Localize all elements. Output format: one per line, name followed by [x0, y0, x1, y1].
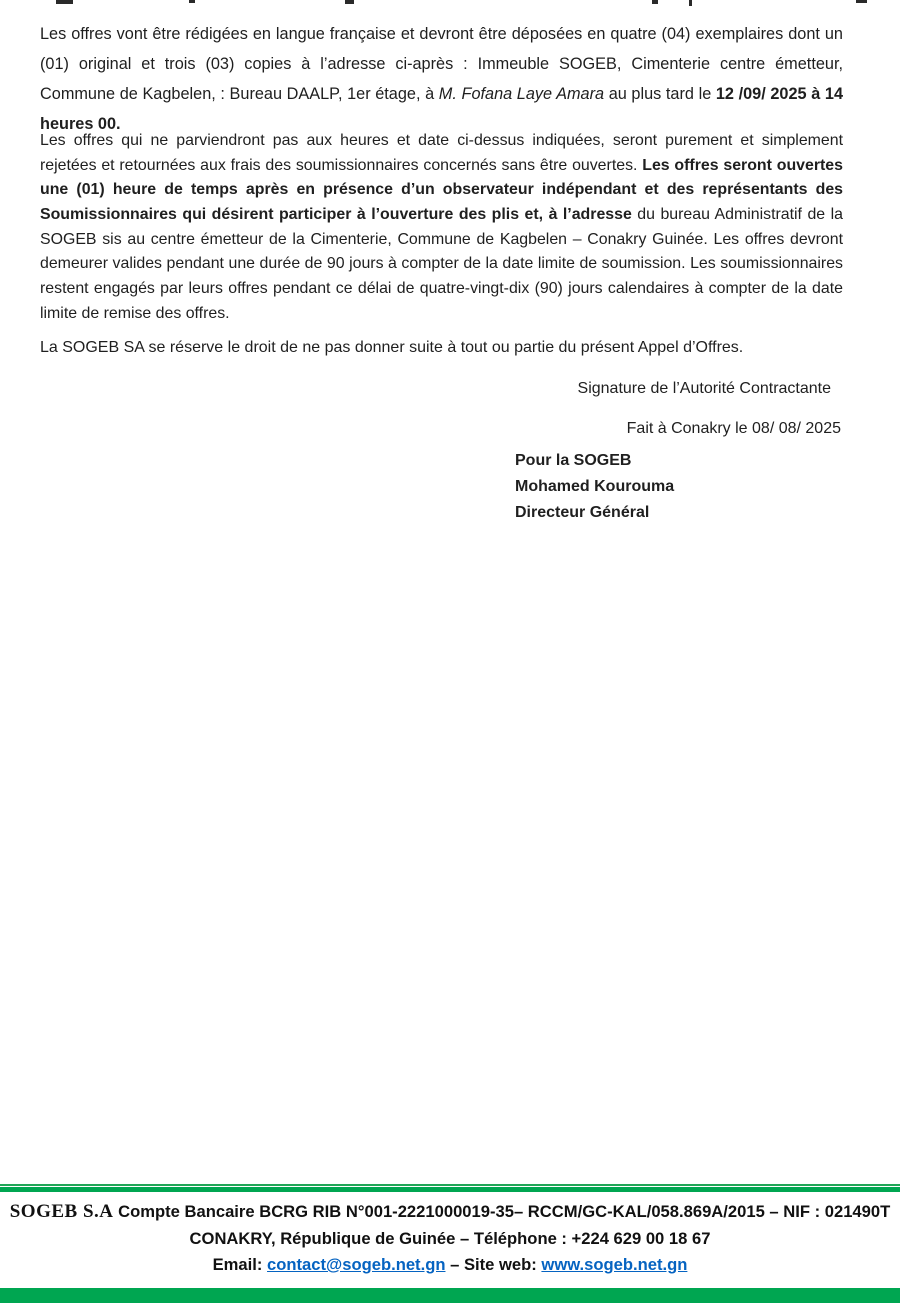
signatory-company: Pour la SOGEB — [515, 452, 632, 469]
paragraph-opening-conditions — [40, 129, 843, 327]
website-link[interactable]: www.sogeb.net.gn — [541, 1255, 688, 1274]
para1-text-2: au plus tard le — [604, 85, 716, 104]
site-web-label: – Site web: — [450, 1255, 537, 1274]
clipped-text-fragment — [652, 0, 658, 4]
page-footer — [0, 1199, 900, 1279]
footer-line-address-phone: CONAKRY, République de Guinée – Téléphone : +224 629 00 18 67 — [189, 1228, 711, 1248]
para2-bold-opening-rule: Les offres seront ouvertes une (01) heure de temps après en présence d’un observateur indépendant et des représentants des Soumissionnaires qui désirent participer à l’ouverture des plis et, à l’adresse — [40, 156, 843, 223]
clipped-text-fragment — [689, 0, 692, 6]
signatory-block — [515, 448, 843, 526]
signature-date: Fait à Conakry le 08/ 08/ 2025 — [626, 420, 841, 437]
para1-deadline: 12 /09/ 2025 à 14 heures 00. — [40, 85, 843, 134]
para2-text: Les offres qui ne parviendront pas aux heures et date ci-dessus indiquées, seront purement et simplement rejetées et retournées aux frais des soumissionnaires concernés sans être ouvertes. — [40, 131, 843, 174]
company-name: SOGEB S.A — [9, 1201, 114, 1222]
email-label: Email: — [212, 1255, 263, 1274]
signatory-role: Directeur Général — [515, 504, 650, 521]
clipped-text-fragment — [56, 0, 73, 4]
clipped-text-fragment — [345, 0, 354, 4]
footer-line-bank-info — [0, 1199, 900, 1226]
signatory-name: Mohamed Kourouma — [515, 478, 675, 495]
email-link[interactable]: contact@sogeb.net.gn — [267, 1255, 446, 1274]
footer-divider-thin — [0, 1184, 900, 1186]
clipped-text-fragment — [856, 0, 867, 3]
footer-line-contacts — [0, 1252, 900, 1279]
footer-bottom-green-bar — [0, 1288, 900, 1303]
para2-text-2: du bureau Administratif de la SOGEB sis au centre émetteur de la Cimenterie, Commune de Kagbelen – Conakry Guinée. Les offres devront demeurer valides pendant une durée de 90 jours à compter de la date limite de soumission. Les soumissionnaires restent engagés par leurs offres pendant ce délai de quatre-vingt-dix (90) jours calendaires à compter de la date limite de remise des offres. — [40, 206, 843, 322]
paragraph-deposit-instructions — [40, 19, 843, 139]
footer-divider-thick — [0, 1187, 900, 1192]
paragraph-reservation: La SOGEB SA se réserve le droit de ne pas donner suite à tout ou partie du présent Appel d’Offres. — [40, 339, 744, 356]
clipped-text-fragment — [189, 0, 195, 3]
signature-title: Signature de l’Autorité Contractante — [577, 380, 831, 397]
footer-bank-registry-text: Compte Bancaire BCRG RIB N°001-2221000019-35– RCCM/GC-KAL/058.869A/2015 – NIF : 021490T — [118, 1202, 891, 1221]
para1-contact-name: M. Fofana Laye Amara — [438, 85, 605, 104]
para1-text: Les offres vont être rédigées en langue française et devront être déposées en quatre (04) exemplaires dont un (01) original et trois (03) copies à l’adresse ci-après : Immeuble SOGEB, Cimenterie centre émetteur, Commune de Kagbelen, : Bureau DAALP, 1er étage, à — [40, 25, 843, 104]
